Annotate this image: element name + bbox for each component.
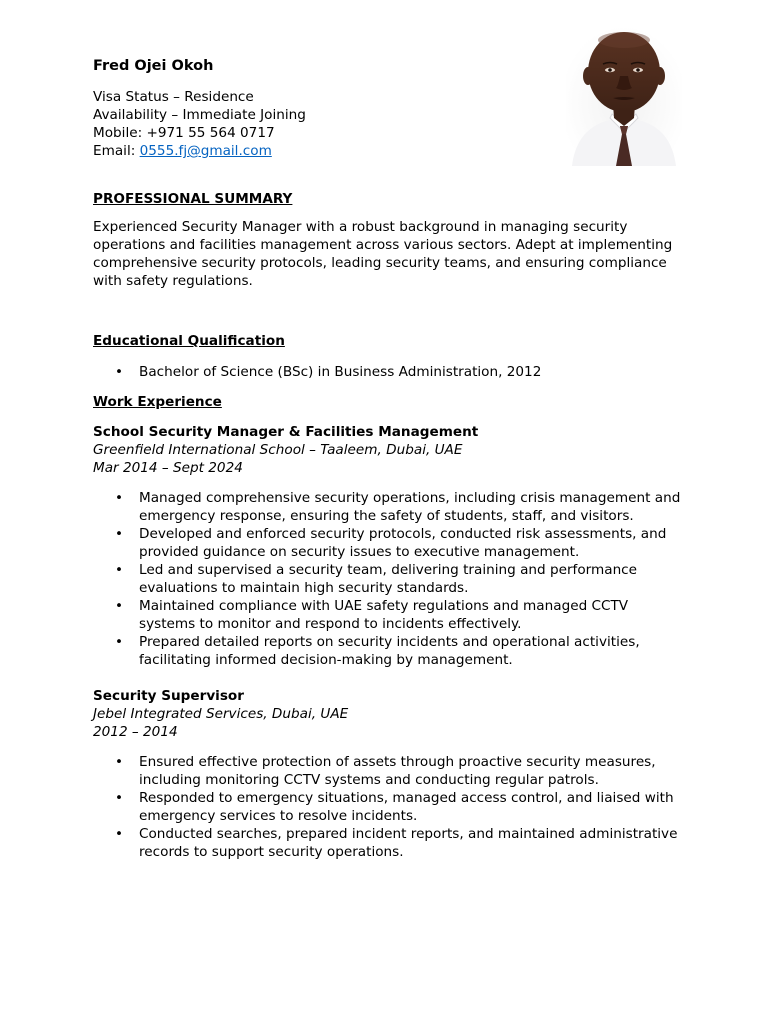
list-item: • Developed and enforced security protocols, conducted risk assessments, and provided guidance on security issues to executive management. xyxy=(93,525,683,561)
list-item: • Ensured effective protection of assets through proactive security measures, including monitoring CCTV systems and conducting regular patrols. xyxy=(93,753,683,789)
job-dates: Mar 2014 – Sept 2024 xyxy=(93,460,243,476)
professional-summary-text: Experienced Security Manager with a robust background in managing security operations and facilities management across various sectors. Adept at implementing comprehensive security protocols, leading security teams, and ensuring compliance with safety regulations. xyxy=(93,219,673,289)
list-item: • Bachelor of Science (BSc) in Business Administration, 2012 xyxy=(93,363,683,381)
job-entry xyxy=(93,423,683,669)
job-company: Jebel Integrated Services, Dubai, UAE xyxy=(93,706,349,722)
job-duties xyxy=(93,753,683,861)
mobile-number: Mobile: +971 55 564 0717 xyxy=(93,125,275,141)
email-line xyxy=(93,142,683,160)
list-item: • Led and supervised a security team, delivering training and performance evaluations to maintain high security standards. xyxy=(93,561,683,597)
email-label: Email: xyxy=(93,143,140,159)
job-dates: 2012 – 2014 xyxy=(93,724,178,740)
education-heading: Educational Qualification xyxy=(93,333,285,349)
visa-status: Visa Status – Residence xyxy=(93,89,254,105)
education-list xyxy=(93,363,683,381)
work-experience-heading: Work Experience xyxy=(93,394,222,410)
list-item: • Managed comprehensive security operations, including crisis management and emergency response, ensuring the safety of students, staff, and visitors. xyxy=(93,489,683,525)
job-title: Security Supervisor xyxy=(93,688,244,704)
list-item: • Conducted searches, prepared incident reports, and maintained administrative records to support security operations. xyxy=(93,825,683,861)
professional-summary-heading: PROFESSIONAL SUMMARY xyxy=(93,191,293,207)
list-item: • Prepared detailed reports on security incidents and operational activities, facilitating informed decision-making by management. xyxy=(93,633,683,669)
candidate-name: Fred Ojei Okoh xyxy=(93,58,214,74)
resume-content xyxy=(93,56,683,861)
job-duties xyxy=(93,489,683,669)
availability: Availability – Immediate Joining xyxy=(93,107,306,123)
job-entry xyxy=(93,687,683,861)
contact-block xyxy=(93,88,683,160)
email-link[interactable]: 0555.fj@gmail.com xyxy=(139,143,272,159)
job-company: Greenfield International School – Taaleem, Dubai, UAE xyxy=(93,442,463,458)
job-title: School Security Manager & Facilities Management xyxy=(93,424,479,440)
list-item: • Maintained compliance with UAE safety regulations and managed CCTV systems to monitor and respond to incidents effectively. xyxy=(93,597,683,633)
list-item: • Responded to emergency situations, managed access control, and liaised with emergency services to resolve incidents. xyxy=(93,789,683,825)
